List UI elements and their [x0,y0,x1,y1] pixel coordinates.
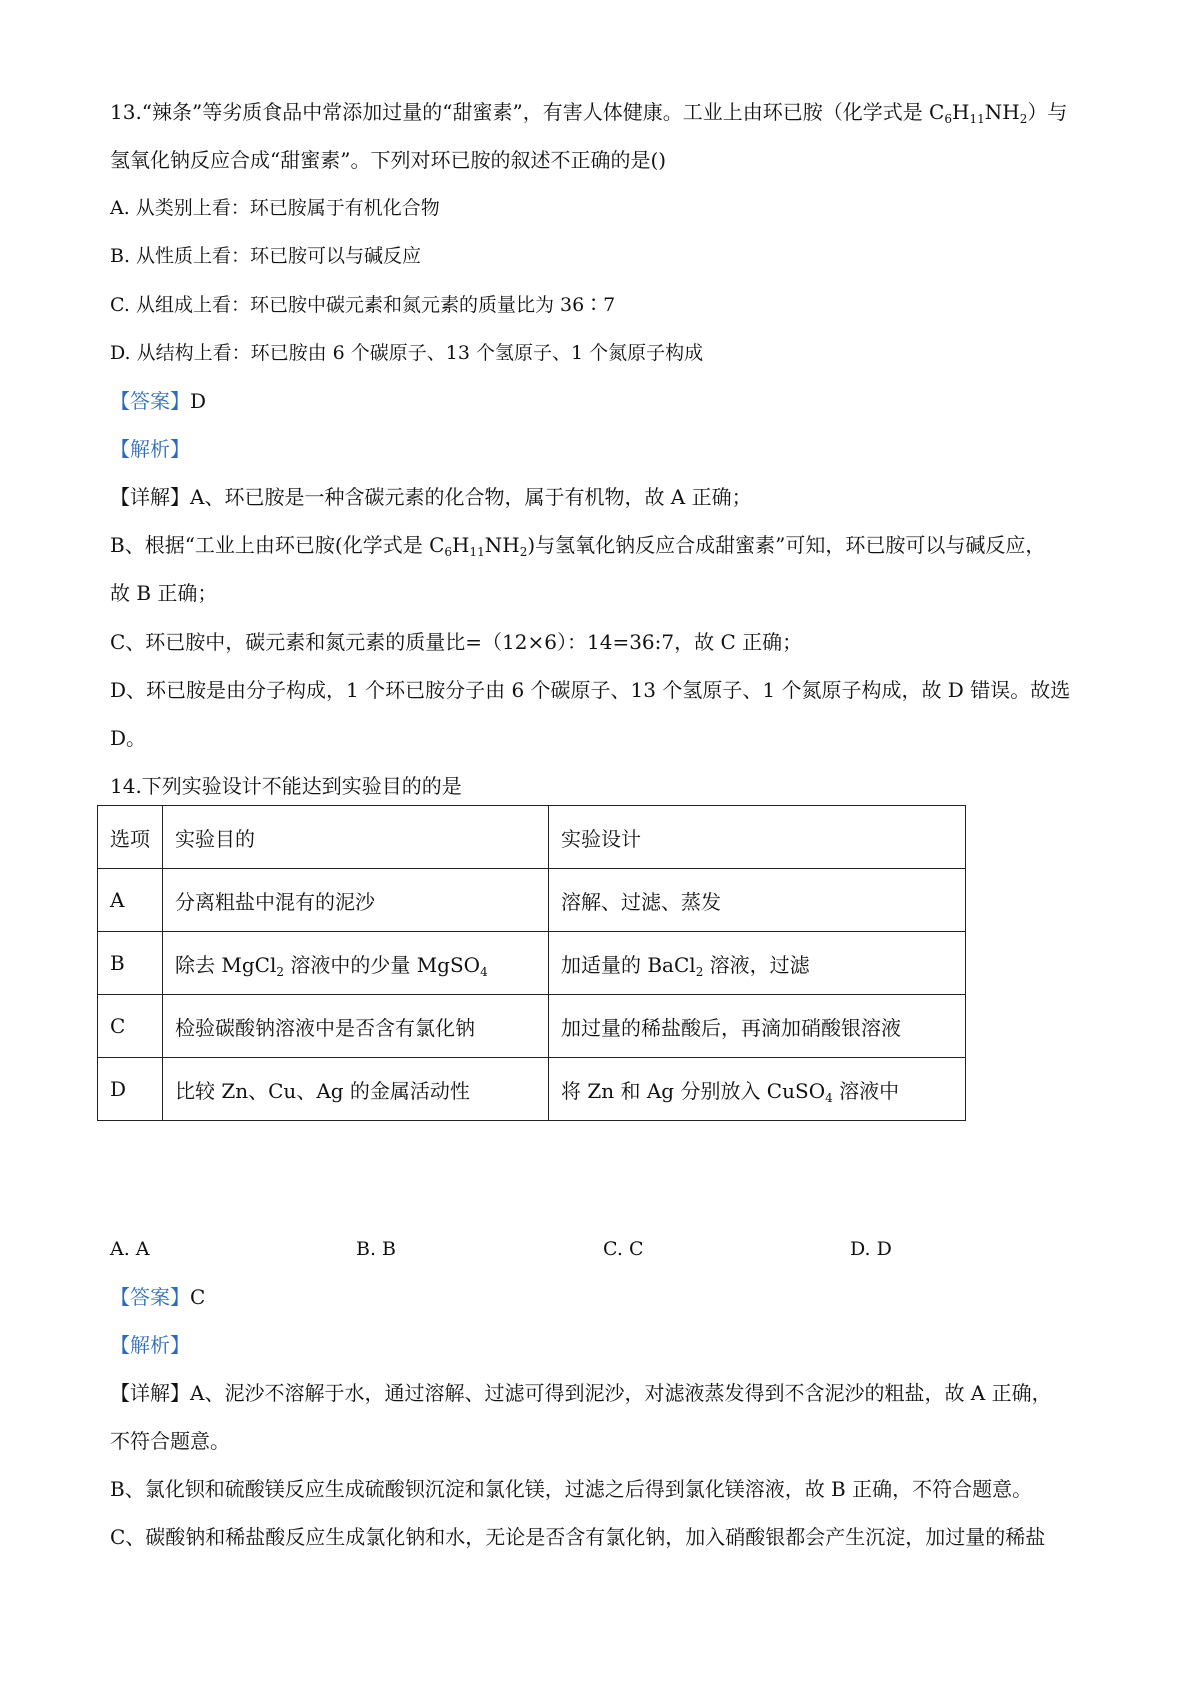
q13-detail-2: B、根据“工业上由环已胺(化学式是 $C_6H_{11}NH_2$)与氢氧化钠反应合成甜蜜素”可知，环已胺可以与碱反应， [110,533,1046,559]
table-cell-design: 将 Zn 和 Ag 分别放入 CuSO$_4$ 溶液中 [549,1058,966,1121]
answer-tag: 【答案】 [110,389,190,413]
q13-stem-line1: 13.“辣条”等劣质食品中常添加过量的“甜蜜素”，有害人体健康。工业上由环已胺（化学式是 $C_6H_{11}NH_2$）与 [110,100,1068,126]
table-cell-goal: 比较 Zn、Cu、Ag 的金属活动性 [163,1058,549,1121]
table-header-goal: 实验目的 [163,806,549,869]
q14-analysis-tag: 【解析】 [110,1333,190,1357]
answer-tag: 【答案】 [110,1285,190,1309]
table-cell-option: C [98,995,163,1058]
q13-stem-line2: 氢氧化钠反应合成“甜蜜素”。下列对环已胺的叙述不正确的是() [110,148,667,172]
q13-detail-3: C、环已胺中，碳元素和氮元素的质量比=（12×6）：14=36:7，故 C 正确； [110,630,803,654]
table-row [98,1058,966,1121]
q13-analysis-tag: 【解析】 [110,437,190,461]
q14-detail-2: B、氯化钡和硫酸镁反应生成硫酸钡沉淀和氯化镁，过滤之后得到氯化镁溶液，故 B 正确，不符合题意。 [110,1477,1033,1501]
q13-option-d: D. 从结构上看：环已胺由 6 个碳原子、13 个氢原子、1 个氮原子构成 [110,342,704,364]
table-cell-option: D [98,1058,163,1121]
q13-option-c: C. 从组成上看：环已胺中碳元素和氮元素的质量比为 36∶7 [110,294,616,316]
q13-option-b: B. 从性质上看：环已胺可以与碱反应 [110,245,422,267]
q14-choice-a: A. A [110,1238,150,1260]
q13-detail-4-cont: D。 [110,726,147,750]
q14-stem: 14.下列实验设计不能达到实验目的的是 [110,774,462,798]
q14-answer: 【答案】C [110,1285,206,1309]
q13-option-a: A. 从类别上看：环已胺属于有机化合物 [110,197,440,219]
q14-choice-c: C. C [603,1238,644,1260]
q13-detail-2-cont: 故 B 正确； [110,581,218,605]
q13-answer: 【答案】D [110,389,207,413]
table-cell-goal: 分离粗盐中混有的泥沙 [163,869,549,932]
table-cell-design: 加过量的稀盐酸后，再滴加硝酸银溶液 [549,995,966,1058]
table-cell-option: B [98,932,163,995]
table-cell-design: 溶解、过滤、蒸发 [549,869,966,932]
table-cell-goal: 检验碳酸钠溶液中是否含有氯化钠 [163,995,549,1058]
table-header-design: 实验设计 [549,806,966,869]
experiment-table [97,805,966,1121]
table-row [98,995,966,1058]
table-header-option: 选项 [98,806,163,869]
table-row [98,932,966,995]
table-row [98,869,966,932]
table-cell-goal: 除去 MgCl$_2$ 溶液中的少量 MgSO$_4$ [163,932,549,995]
q13-detail-1: 【详解】A、环已胺是一种含碳元素的化合物，属于有机物，故 A 正确； [110,485,752,509]
q14-choice-d: D. D [850,1238,892,1260]
q14-detail-1: 【详解】A、泥沙不溶解于水，通过溶解、过滤可得到泥沙，对滤液蒸发得到不含泥沙的粗盐，故 A 正确， [110,1381,1052,1405]
table-header-row [98,806,966,869]
q14-detail-1-cont: 不符合题意。 [110,1429,230,1453]
table-cell-design: 加适量的 BaCl$_2$ 溶液，过滤 [549,932,966,995]
q14-choice-b: B. B [356,1238,397,1260]
q14-detail-3: C、碳酸钠和稀盐酸反应生成氯化钠和水，无论是否含有氯化钠，加入硝酸银都会产生沉淀，加过量的稀盐 [110,1525,1046,1549]
table-cell-option: A [98,869,163,932]
q13-detail-4: D、环已胺是由分子构成，1 个环已胺分子由 6 个碳原子、13 个氢原子、1 个氮原子构成，故 D 错误。故选 [110,678,1071,702]
